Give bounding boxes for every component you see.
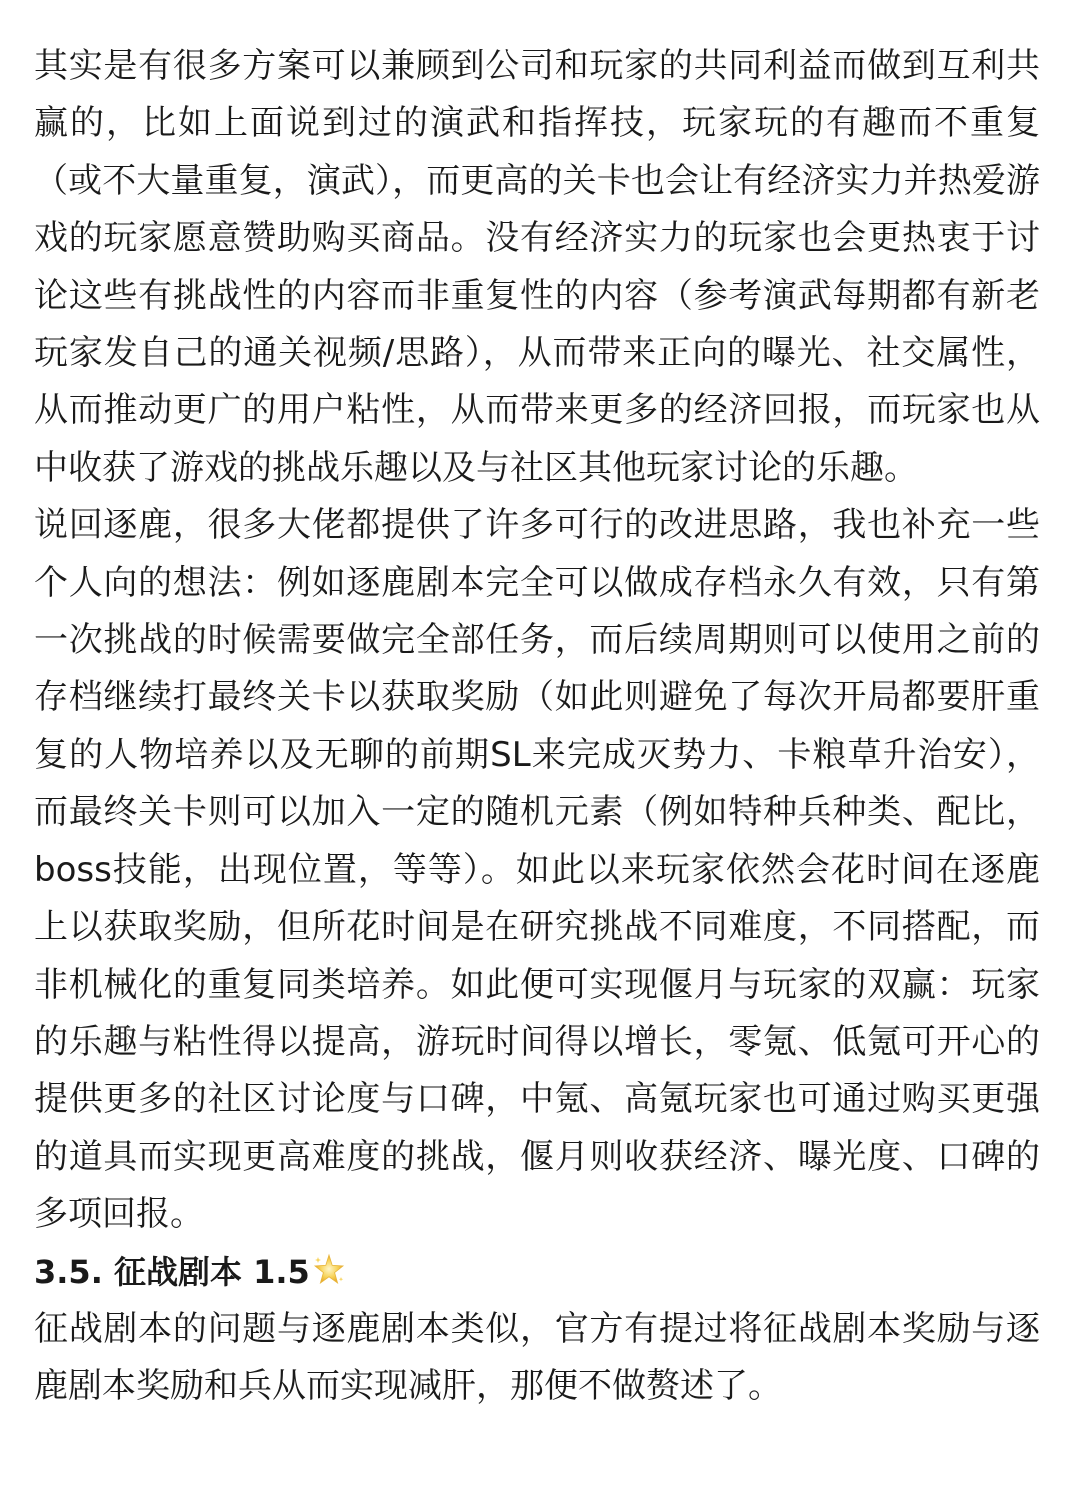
paragraph-win-win: 其实是有很多方案可以兼顾到公司和玩家的共同利益而做到互利共赢的，比如上面说到过的演武和指挥技，玩家玩的有趣而不重复（或不大量重复，演武），而更高的关卡也会让有经济实力并热爱游戏的玩家愿意赞助购买商品。没有经济实力的玩家也会更热衷于讨论这些有挑战性的内容而非重复性的内容（参考演武每期都有新老玩家发自己的通关视频/思路），从而带来正向的曝光、社交属性，从而推动更广的用户粘性，从而带来更多的经济回报，而玩家也从中收获了游戏的挑战乐趣以及与社区其他玩家讨论的乐趣。 (34, 46, 1040, 488)
paragraph-zhulu-suggestions: 说回逐鹿，很多大佬都提供了许多可行的改进思路，我也补充一些个人向的想法：例如逐鹿剧本完全可以做成存档永久有效，只有第一次挑战的时候需要做完全部任务，而后续周期则可以使用之前的存档继续打最终关卡以获取奖励（如此则避免了每次开局都要肝重复的人物培养以及无聊的前期SL来完成灭势力、卡粮草升治安），而最终关卡则可以加入一定的随机元素（例如特种兵种类、配比，boss技能，出现位置，等等）。如此以来玩家依然会花时间在逐鹿上以获取奖励，但所花时间是在研究挑战不同难度，不同搭配，而非机械化的重复同类培养。如此便可实现偃月与玩家的双赢：玩家的乐趣与粘性得以提高，游玩时间得以增长，零氪、低氪可开心的提供更多的社区讨论度与口碑，中氪、高氪玩家也可通过购买更强的道具而实现更高难度的挑战，偃月则收获经济、曝光度、口碑的多项回报。 (34, 505, 1040, 1235)
sparkle-star-icon (312, 1252, 346, 1286)
section-heading (34, 1244, 1040, 1301)
section-body: 征战剧本的问题与逐鹿剧本类似，官方有提过将征战剧本奖励与逐鹿剧本奖励和兵从而实现减肝，那便不做赘述了。 (34, 1308, 1040, 1406)
section-heading-text: 3.5. 征战剧本 1.5 (34, 1252, 310, 1291)
